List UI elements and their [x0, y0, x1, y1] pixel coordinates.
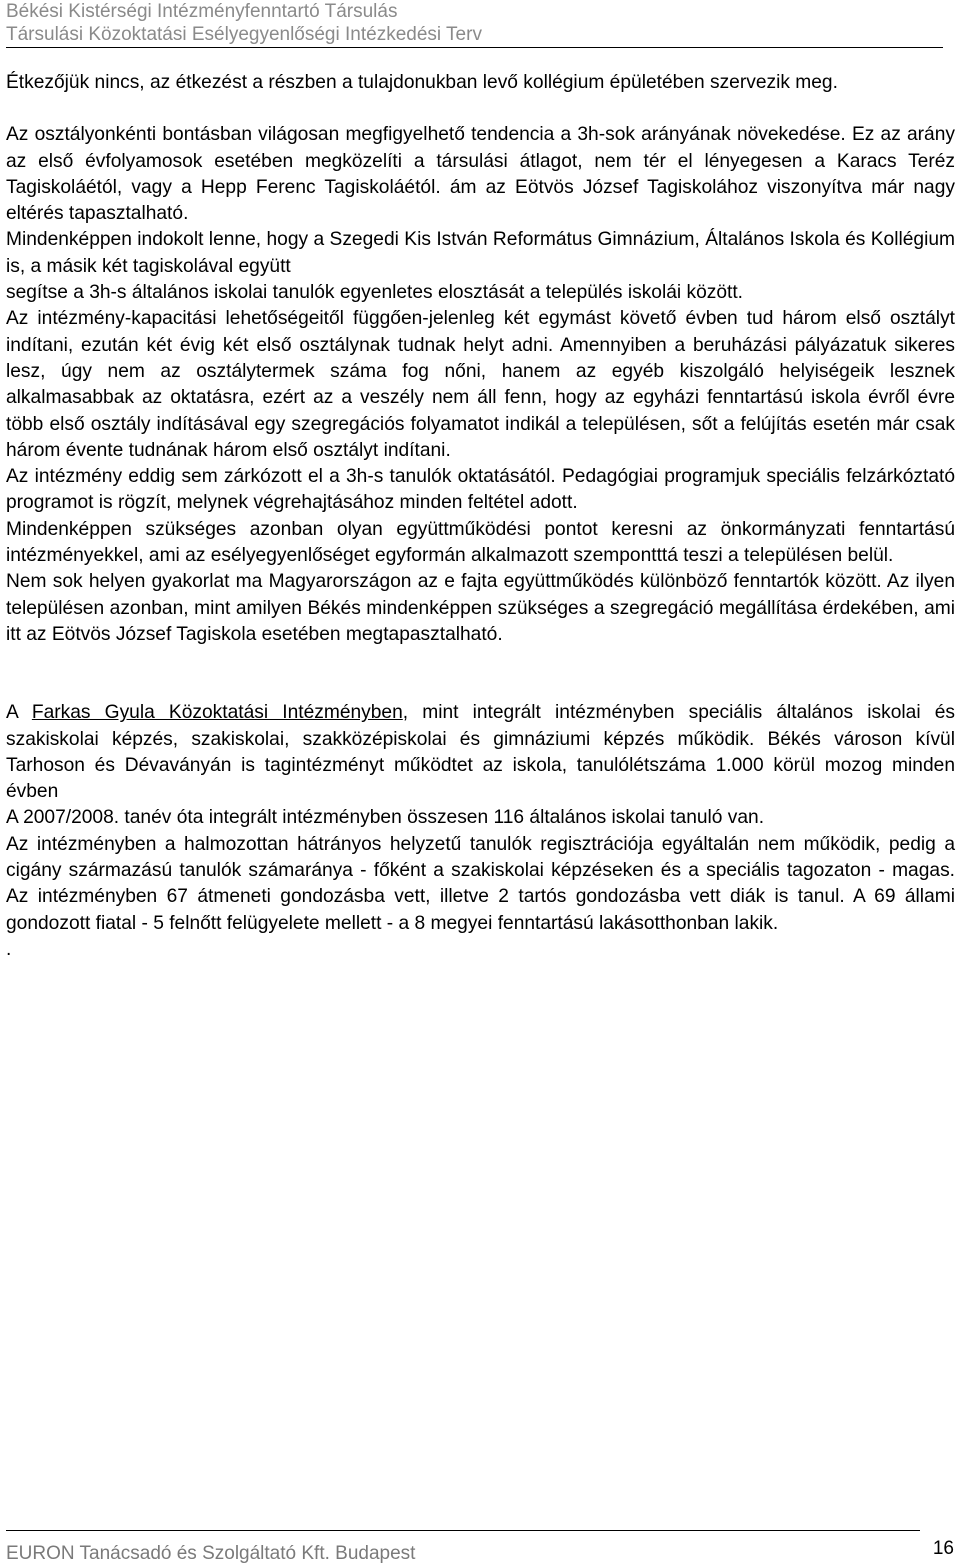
paragraph-registration: Az intézményben a halmozottan hátrányos helyzetű tanulók regisztrációja egyáltalán nem működik, pedig a cigány származású tanulók számaránya - főként a szakiskolai képzéseken és a speciális tagozaton - magas. Az intézményben 67 átmeneti gondozásba vett, illetve 2 tartós gondozásba vett diák is tanul. A 69 állami gondozott fiatal - 5 felnőtt felügyelete mellett - a 8 megyei fenntartású lakásotthonban lakik. — [6, 833, 955, 934]
paragraph-recommendation: Mindenképpen indokolt lenne, hogy a Szegedi Kis István Református Gimnázium, Általános Iskola és Kollégium is, a másik két tagiskolával együtt — [6, 229, 955, 277]
paragraph-farkas-gyula — [6, 700, 955, 805]
page-header — [6, 0, 946, 46]
farkas-gyula-link[interactable]: Farkas Gyula Közoktatási Intézményben — [31, 702, 403, 724]
paragraph-recommendation-cont: segítse a 3h-s általános iskolai tanulók egyenletes elosztását a település iskolái között. — [6, 282, 744, 304]
paragraph-student-count: A 2007/2008. tanév óta integrált intézményben összesen 116 általános iskolai tanuló van. — [6, 807, 765, 829]
p8-rest: , mint integrált intézményben speciális általános iskolai és szakiskolai képzés, szakiskolai, szakközépiskolai és gimnáziumi képzés működik. Békés városon kívül Tarhoson és Dévaványán is tagintézményt működtet az iskola, tanulólétszáma 1.000 körül mozog minden évben — [6, 702, 955, 803]
footer-divider — [6, 1530, 920, 1531]
header-divider — [6, 47, 943, 48]
paragraph-end-dot: . — [6, 938, 12, 960]
paragraph-cooperation: Mindenképpen szükséges azonban olyan együttműködési pontot keresni az önkormányzati fenntartású intézményekkel, ami az esélyegyenlőséget egyformán alkalmazott szempontttá teszi a településen belül. — [6, 518, 955, 567]
page-number: 16 — [932, 1538, 954, 1559]
document-body — [6, 70, 955, 963]
paragraph-capacity: Az intézmény-kapacitási lehetőségeitől függően-jelenleg két egymást követő évben tud három első osztályt indítani, ezután két évig két első osztálynak tudnak helyt adni. Amennyiben a beruházási pályázatuk sikeres lesz, úgy nem az osztálytermek száma fog nőni, hanem az egyéb kiszolgáló helyiségeik lesznek alkalmasabbak az oktatásra, ezért az a veszély nem áll fenn, hogy az egyházi fenntartású iskola évről évre több első osztály indításával egy szegregációs folyamatot indikál a településen, sőt a felújítás esetén már csak három évente tudnának három első osztályt indítani. — [6, 308, 955, 461]
p8-prefix: A — [6, 702, 32, 724]
paragraph-class-trend: Az osztályonkénti bontásban világosan megfigyelhető tendencia a 3h-sok arányának növekedése. Ez az arány az első évfolyamosok esetében megközelíti a társulási átlagot, nem tér el lényegesen a Karacs Teréz Tagiskoláétól, vagy a Hepp Ferenc Tagiskoláétól. ám az Eötvös József Tagiskolához viszonyítva már nagy eltérés tapasztalható. — [6, 124, 955, 225]
header-title-line1: Békési Kistérségi Intézményfenntartó Társulás — [6, 1, 398, 22]
footer-company: EURON Tanácsadó és Szolgáltató Kft. Budapest — [6, 1543, 416, 1564]
paragraph-practice: Nem sok helyen gyakorlat ma Magyarországon az e fajta együttműködés különböző fenntartók között. Az ilyen településen azonban, mint amilyen Békés mindenképpen szükséges a szegregáció megállítása érdekében, ami itt az Eötvös József Tagiskola esetében megtapasztalható. — [6, 571, 955, 645]
paragraph-programs: Az intézmény eddig sem zárkózott el a 3h-s tanulók oktatásától. Pedagógiai programjuk speciális felzárkóztató programot is rögzít, melynek végrehajtásához minden feltétel adott. — [6, 466, 955, 514]
header-title-line2: Társulási Közoktatási Esélyegyenlőségi Intézkedési Terv — [6, 24, 482, 45]
paragraph-catering: Étkezőjük nincs, az étkezést a részben a tulajdonukban levő kollégium épületében szervezik meg. — [6, 72, 838, 93]
